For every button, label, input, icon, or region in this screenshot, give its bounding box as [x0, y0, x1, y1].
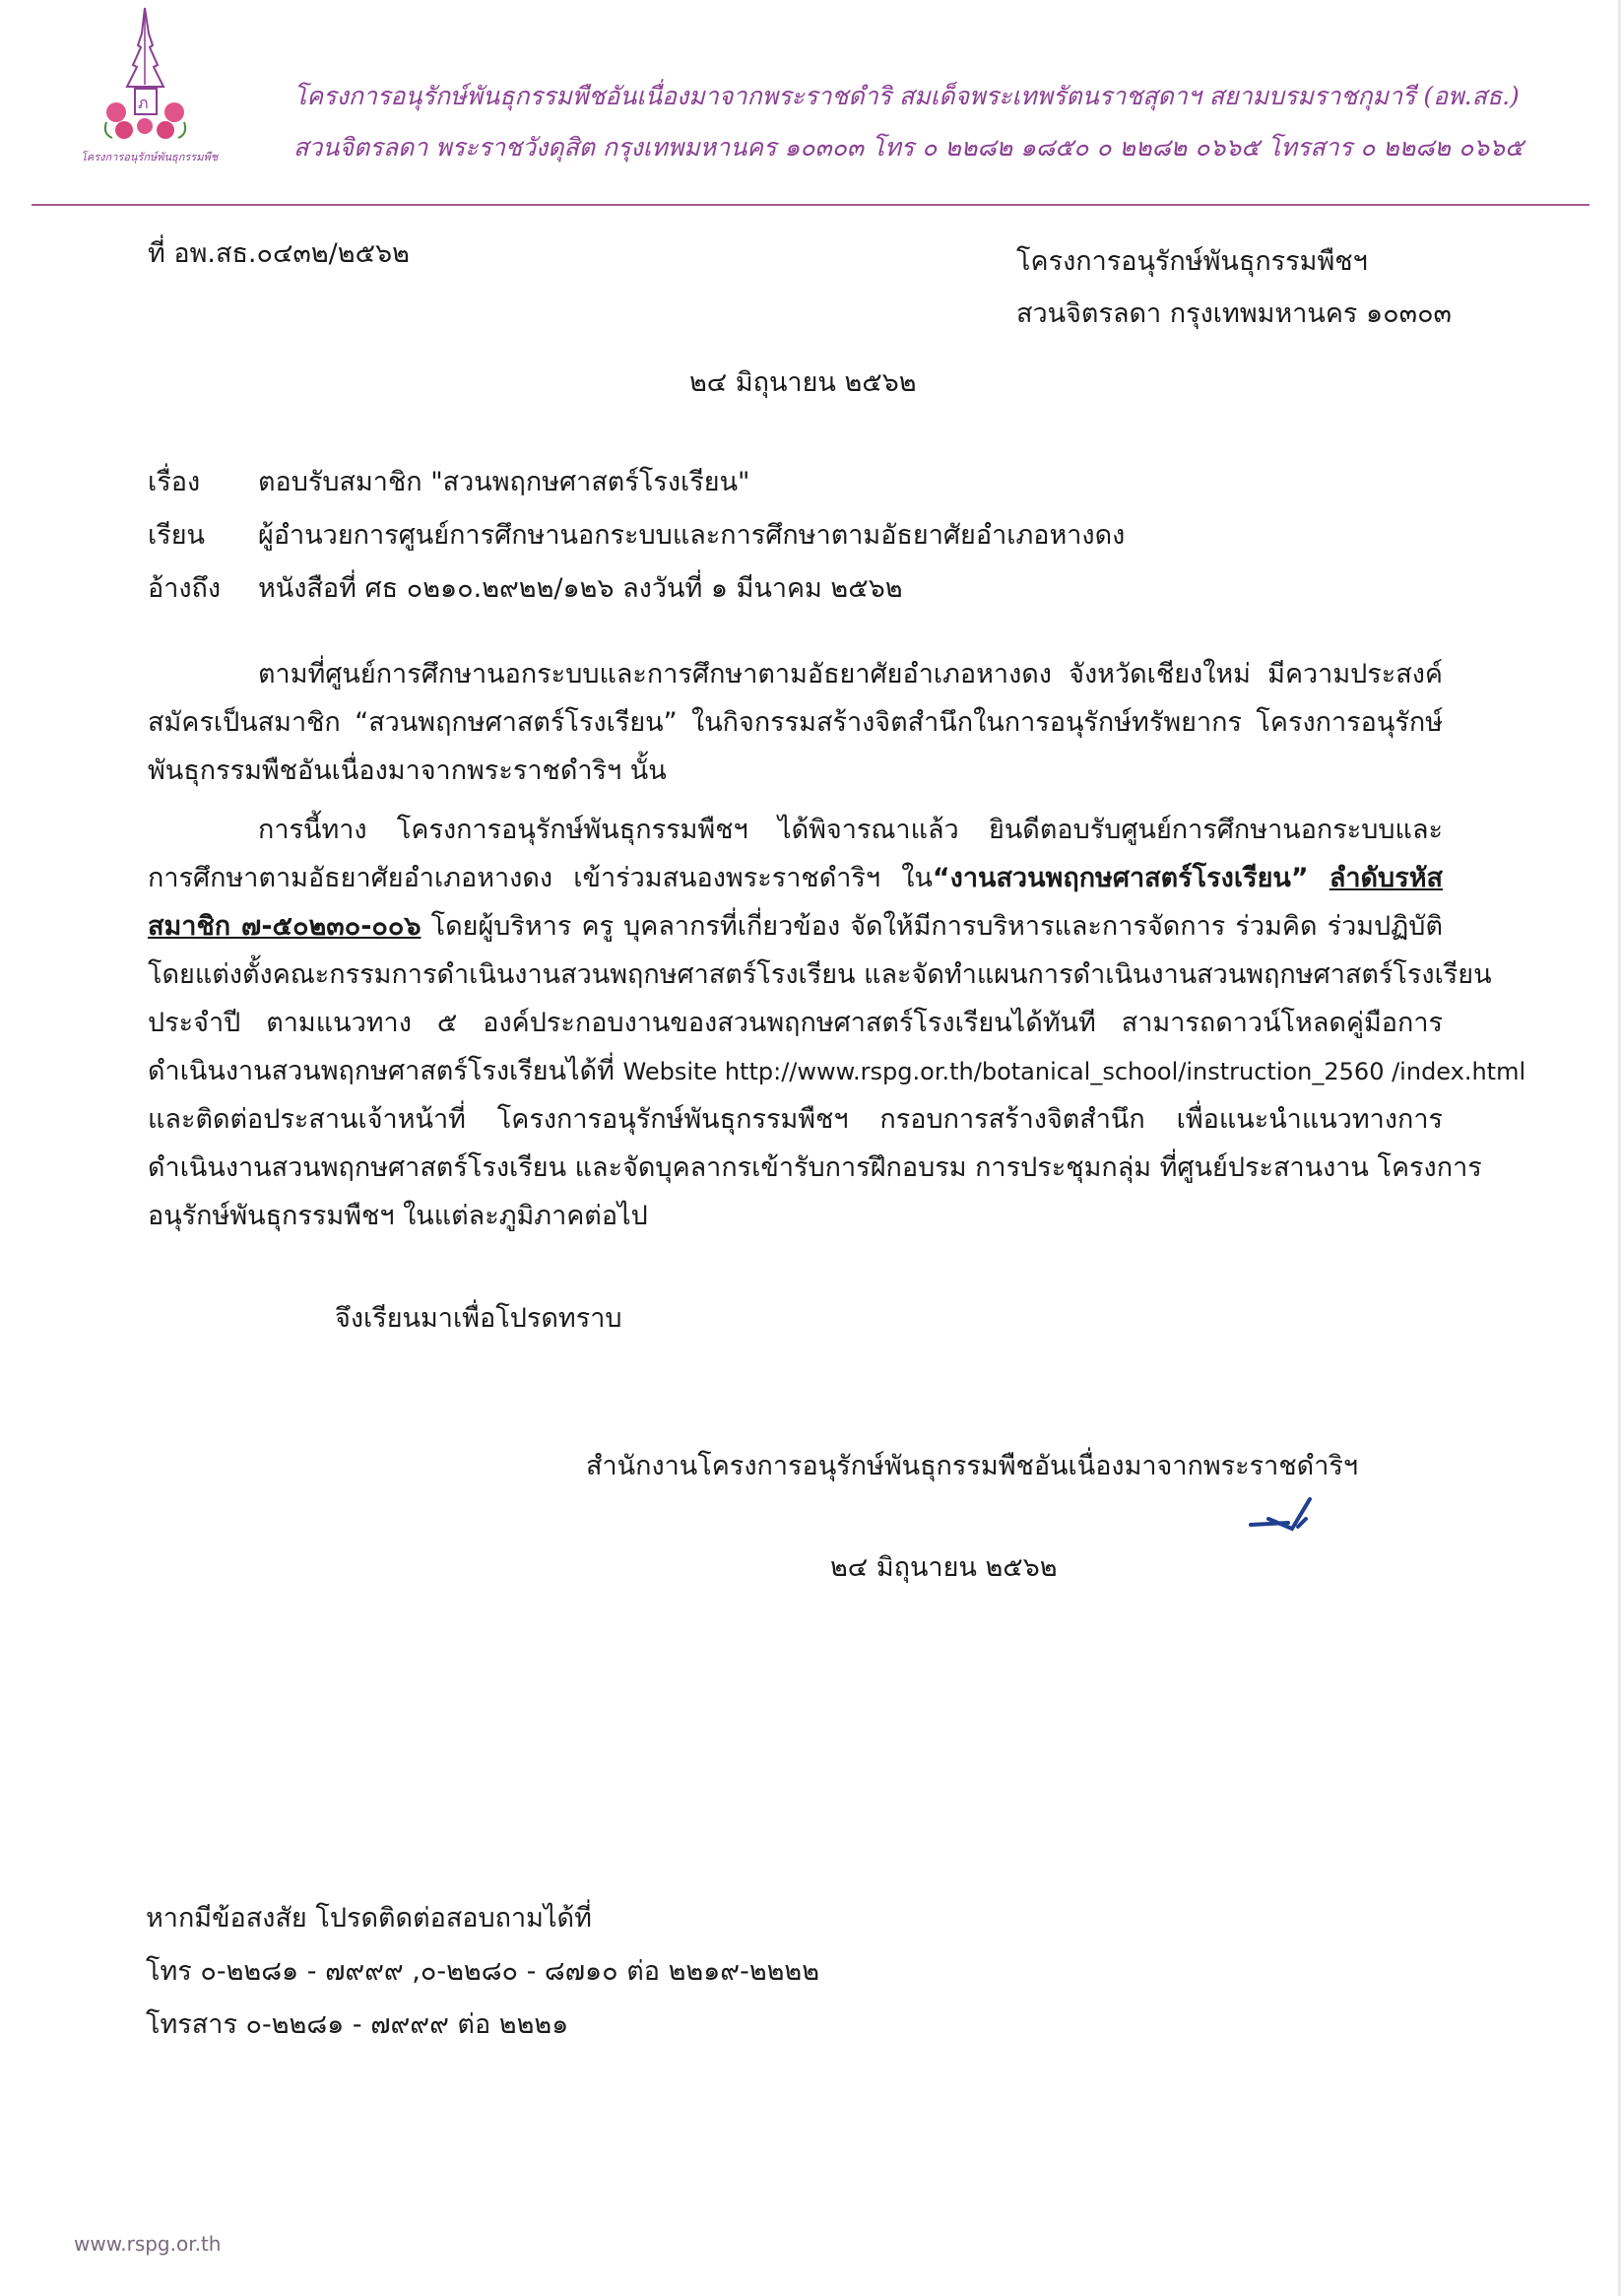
svg-text:ภ: ภ [138, 94, 149, 112]
to-label: เรียน [148, 520, 206, 551]
paragraph-1-line: สมัครเป็นสมาชิก “สวนพฤกษศาสตร์โรงเรียน” ในกิจกรรมสร้างจิตสำนึกในการอนุรักษ์ทรัพยากร โครงการอนุรักษ์ [148, 707, 1443, 738]
paragraph-2-line [148, 902, 1443, 951]
rspg-logo [79, 6, 212, 164]
signature-office: สำนักงานโครงการอนุรักษ์พันธุกรรมพืชอันเนื่องมาจากพระราชดำริฯ [586, 1451, 1359, 1481]
footer-website[interactable]: www.rspg.or.th [74, 2232, 222, 2256]
paragraph-1-line: ตามที่ศูนย์การศึกษานอกระบบและการศึกษาตามอัธยาศัยอำเภอหางดง จังหวัดเชียงใหม่ มีความประสงค์ [258, 659, 1443, 689]
paragraph-2-line [148, 854, 1443, 902]
closing-line: จึงเรียนมาเพื่อโปรดทราบ [335, 1303, 622, 1334]
paragraph-2-line: โดยแต่งตั้งคณะกรรมการดำเนินงานสวนพฤกษศาสตร์โรงเรียน และจัดทำแผนการดำเนินงานสวนพฤกษศาสตร์โรงเรียน [148, 959, 1492, 990]
paragraph-2-text: โดยผู้บริหาร ครู บุคลากรที่เกี่ยวข้อง จัดให้มีการบริหารและการจัดการ ร่วมคิด ร่วมปฏิบัติ [421, 911, 1443, 942]
contact-heading: หากมีข้อสงสัย โปรดติดต่อสอบถามได้ที่ [146, 1903, 592, 1934]
subject-value: ตอบรับสมาชิก "สวนพฤกษศาสตร์โรงเรียน" [258, 467, 750, 497]
letterhead-divider [32, 204, 1589, 206]
paragraph-2-text: ดำเนินงานสวนพฤกษศาสตร์โรงเรียนได้ที่ [148, 1056, 623, 1086]
contact-fax: โทรสาร ๐-๒๒๘๑ - ๗๙๙๙ ต่อ ๒๒๒๑ [146, 2009, 569, 2040]
paragraph-2-line: และติดต่อประสานเจ้าหน้าที่ โครงการอนุรักษ์พันธุกรรมพืชฯ กรอบการสร้างจิตสำนึก เพื่อแนะนำแนวทางการ [148, 1104, 1443, 1135]
reference-number: ที่ อพ.สธ.๐๔๓๒/๒๕๖๒ [148, 238, 410, 269]
sender-address-line1: โครงการอนุรักษ์พันธุกรรมพืชฯ [1016, 246, 1368, 277]
contact-phone: โทร ๐-๒๒๘๑ - ๗๙๙๙ ,๐-๒๒๘๐ - ๘๗๑๐ ต่อ ๒๒๑๙-๒๒๒๒ [146, 1956, 820, 1987]
member-code-label: ลำดับรหัส [1329, 863, 1443, 893]
letterhead [0, 0, 1621, 207]
paragraph-2-text: การศึกษาตามอัธยาศัยอำเภอหางดง เข้าร่วมสนองพระราชดำริฯ ใน [148, 863, 933, 893]
signature-mark [1249, 1489, 1328, 1535]
reference-label: อ้างถึง [148, 573, 222, 604]
manual-download-link[interactable]: Website http://www.rspg.or.th/botanical_school/instruction_2560 /index.html [622, 1058, 1526, 1085]
sender-address-line2: สวนจิตรลดา กรุงเทพมหานคร ๑๐๓๐๓ [1016, 298, 1453, 329]
letterhead-line2: สวนจิตรลดา พระราชวังดุสิต กรุงเทพมหานคร ๑๐๓๐๓ โทร ๐ ๒๒๘๒ ๑๘๕๐ ๐ ๒๒๘๒ ๐๖๖๕ โทรสาร ๐ ๒๒๘๒ ๐๖๖๕ [293, 133, 1524, 162]
paragraph-2-line [148, 1047, 1526, 1095]
paragraph-2-line: การนี้ทาง โครงการอนุรักษ์พันธุกรรมพืชฯ ได้พิจารณาแล้ว ยินดีตอบรับศูนย์การศึกษานอกระบบและ [258, 815, 1443, 845]
program-name-emphasis: “งานสวนพฤกษศาสตร์โรงเรียน” [932, 863, 1309, 893]
subject-label: เรื่อง [148, 467, 201, 497]
logo-caption: โครงการอนุรักษ์พันธุกรรมพืช [81, 151, 219, 164]
signature-date: ๒๔ มิถุนายน ๒๕๖๒ [830, 1552, 1058, 1583]
body-paragraph-1 [148, 650, 1443, 795]
paragraph-2-line: ดำเนินงานสวนพฤกษศาสตร์โรงเรียน และจัดบุคลากรเข้ารับการฝึกอบรม การประชุมกลุ่ม ที่ศูนย์ประสานงาน โครงการ [148, 1152, 1482, 1183]
letterhead-line1: โครงการอนุรักษ์พันธุกรรมพืชอันเนื่องมาจากพระราชดำริ สมเด็จพระเทพรัตนราชสุดาฯ สยามบรมราชกุมารี (อพ.สธ.) [293, 82, 1520, 110]
reference-value: หนังสือที่ ศธ ๐๒๑๐.๒๙๒๒/๑๒๖ ลงวันที่ ๑ มีนาคม ๒๕๖๒ [258, 573, 903, 604]
body-paragraph-2 [148, 806, 1526, 1240]
letter-date: ๒๔ มิถุนายน ๒๕๖๒ [689, 367, 917, 398]
paragraph-2-line: ประจำปี ตามแนวทาง ๕ องค์ประกอบงานของสวนพฤกษศาสตร์โรงเรียนได้ทันที สามารถดาวน์โหลดคู่มือการ [148, 1008, 1443, 1038]
member-code: สมาชิก ๗-๕๐๒๓๐-๐๐๖ [148, 911, 421, 942]
to-value: ผู้อำนวยการศูนย์การศึกษานอกระบบและการศึกษาตามอัธยาศัยอำเภอหางดง [258, 520, 1126, 551]
paragraph-1-line: พันธุกรรมพืชอันเนื่องมาจากพระราชดำริฯ นั้น [148, 755, 667, 786]
paragraph-2-line: อนุรักษ์พันธุกรรมพืชฯ ในแต่ละภูมิภาคต่อไป [148, 1201, 648, 1231]
